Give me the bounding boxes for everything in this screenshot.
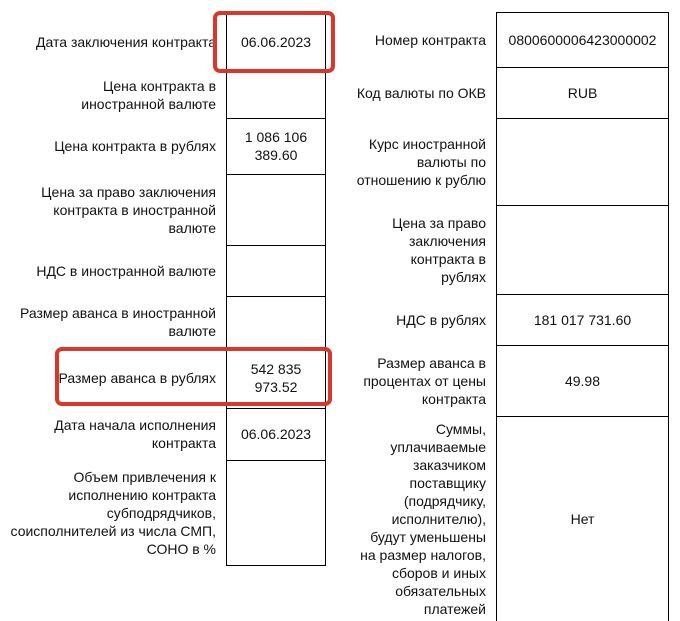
row-divider (226, 565, 326, 566)
field-label-exchange-rate: Курс иностранной валюты по отношению к рублю (356, 135, 486, 188)
field-label-advance-rub: Размер аванса в рублях (58, 369, 216, 386)
field-value-contract-date: 06.06.2023 (240, 34, 312, 50)
field-value-currency-code: RUB (567, 84, 598, 101)
field-label-start-date: Дата начала исполнения контракта (54, 417, 216, 451)
field-label-contract-date: Дата заключения контракта (36, 34, 216, 50)
field-value-price-rub: 1 086 106 389.60 (244, 129, 308, 163)
field-label-vat-foreign: НДС в иностранной валюте (36, 262, 216, 279)
field-value-right-price-foreign (226, 174, 326, 245)
field-label-price-foreign: Цена контракта в иностранной валюте (81, 78, 216, 112)
field-value-advance-rub: 542 835 973.52 (250, 360, 302, 395)
field-label-price-rub: Цена контракта в рублях (54, 138, 216, 154)
field-value-subcontractors-share (226, 460, 326, 565)
field-label-vat-rub: НДС в рублях (396, 311, 486, 328)
field-value-advance-percent: 49.98 (564, 372, 601, 389)
field-label-right-price-foreign: Цена за право заключения контракта в иностранной валюте (41, 183, 216, 236)
field-label-contract-number: Номер контракта (374, 31, 486, 48)
highlight-box-contract-date (213, 11, 335, 73)
field-value-vat-rub: 181 017 731.60 (533, 311, 632, 328)
field-value-advance-foreign (226, 296, 326, 347)
field-value-vat-foreign (226, 245, 326, 296)
field-label-tax-reduction: Суммы, уплачиваемые заказчиком поставщику (подрядчику, исполнителю), будут уменьшены на размер налогов, сборов и иных обязательных платежей (360, 420, 486, 617)
field-label-advance-percent: Размер аванса в процентах от цены контракта (363, 354, 486, 407)
field-label-currency-code: Код валюты по ОКВ (356, 84, 486, 101)
field-label-right-price-rub: Цена за право заключения контракта в рублях (392, 214, 486, 285)
field-label-subcontractors-share: Объем привлечения к исполнению контракта субподрядчиков, соисполнителей из числа СМП, СОНО в % (10, 468, 216, 557)
field-value-start-date: 06.06.2023 (240, 426, 312, 442)
field-value-right-price-rub (496, 205, 669, 294)
field-value-contract-number: 0800600006423000002 (508, 31, 657, 48)
field-label-advance-foreign: Размер аванса в иностранной валюте (20, 304, 216, 339)
highlight-box-advance-rub (55, 347, 332, 406)
field-value-exchange-rate (496, 118, 669, 205)
field-value-price-foreign (226, 72, 326, 118)
field-value-tax-reduction: Нет (570, 510, 595, 527)
